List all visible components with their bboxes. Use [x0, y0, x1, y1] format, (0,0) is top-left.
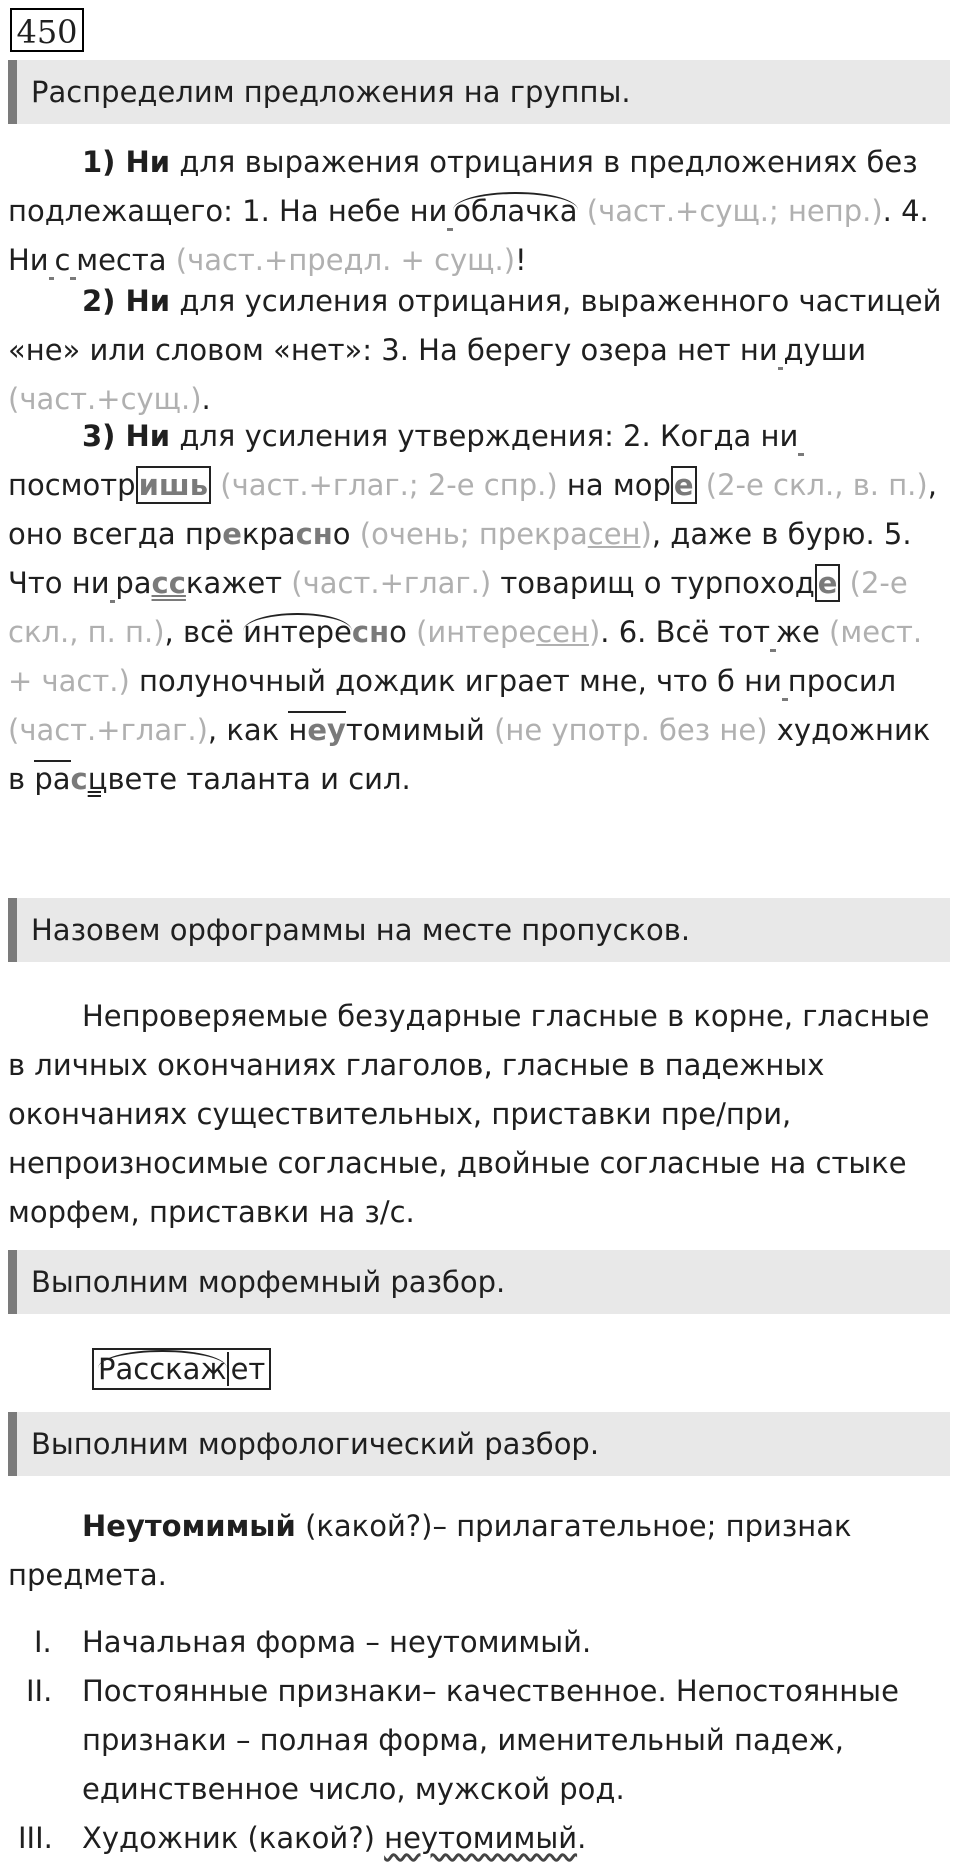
section-band-morpheme	[8, 1250, 950, 1314]
exercise-number: 450	[10, 8, 84, 52]
section-title: Назовем орфограммы на месте пропусков.	[31, 913, 691, 947]
word-ending: ет	[227, 1352, 266, 1386]
morphology-intro: Неутомимый (какой?)– прилагательное; признак предмета.	[8, 1509, 852, 1592]
section-band-orthograms	[8, 898, 950, 962]
section-title: Выполним морфологический разбор.	[31, 1427, 600, 1461]
section-band-morphology	[8, 1412, 950, 1476]
section-band-groups	[8, 60, 950, 124]
morpheme-analysis-word	[92, 1348, 271, 1390]
group-3-paragraph: 3) Ни для усиления утверждения: 2. Когда ни посмотр ишь (част.+глаг.; 2-е спр.) на мор е (2-е скл., в. п.), оно всегда прекрасно (очень; прекрасен), даже в бурю. 5. Что ни расскажет (част.+глаг.) товарищ о турпоход е (2-е скл., п. п.), всё интересно (интересен). 6. Всё тот же (мест. + част.) полуночный дождик играет мне, что б ни просил (част.+глаг.), как неутомимый (не употр. без не) художник в расцвете таланта и сил.	[8, 419, 937, 796]
group-1-paragraph: 1) Ни для выражения отрицания в предложениях без подлежащего: 1. На небе ни облачка (част.+сущ.; непр.). 4. Ни с места (част.+предл. + сущ.)!	[8, 138, 950, 285]
group-2-paragraph: 2) Ни для усиления отрицания, выраженного частицей «не» или словом «нет»: 3. На берегу озера нет ни души (част.+сущ.).	[8, 284, 942, 416]
section-title: Распределим предложения на группы.	[31, 75, 631, 109]
orthograms-paragraph: Непроверяемые безударные гласные в корне, гласные в личных окончаниях глаголов, гласные в падежных окончаниях существительных, приставки пре/при, непроизносимые согласные, двойные согласные на стыке морфем, приставки на з/с.	[8, 999, 930, 1229]
list-item: II. Постоянные признаки– качественное. Непостоянные признаки – полная форма, именительный падеж, единственное число, мужской род.	[26, 1674, 899, 1806]
list-item: I. Начальная форма – неутомимый.	[34, 1625, 592, 1659]
word-stem: Расскаж	[98, 1352, 227, 1386]
section-title: Выполним морфемный разбор.	[31, 1265, 506, 1299]
list-item: III. Художник (какой?) неутомимый.	[18, 1821, 587, 1855]
